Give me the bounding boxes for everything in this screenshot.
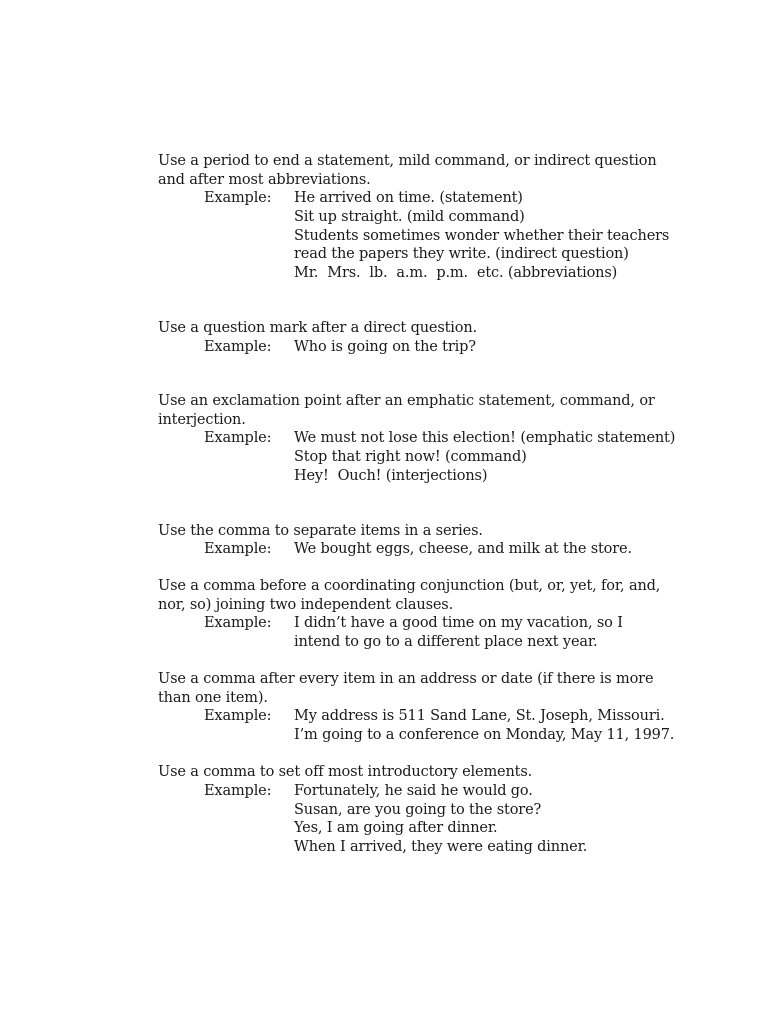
rule-text-line: Use a comma before a coordinating conjunction (but, or, yet, for, and,	[158, 578, 661, 594]
rule-text-line: Use a period to end a statement, mild command, or indirect question	[158, 153, 657, 169]
rule-text-line: than one item).	[158, 690, 268, 706]
example-line: I’m going to a conference on Monday, May 11, 1997.	[294, 727, 675, 743]
example-line: Stop that right now! (command)	[294, 449, 527, 465]
example-line: Mr. Mrs. lb. a.m. p.m. etc. (abbreviations)	[294, 265, 618, 281]
example-line: Who is going on the trip?	[294, 339, 476, 355]
example-line: He arrived on time. (statement)	[294, 190, 523, 206]
example-label: Example:	[204, 615, 272, 631]
example-line: Sit up straight. (mild command)	[294, 209, 525, 225]
example-line: Susan, are you going to the store?	[294, 802, 542, 818]
example-line: intend to go to a different place next year.	[294, 634, 598, 650]
example-line: Fortunately, he said he would go.	[294, 783, 533, 799]
example-line: I didn’t have a good time on my vacation, so I	[294, 615, 623, 631]
rule-text-line: nor, so) joining two independent clauses.	[158, 597, 454, 613]
rule-text-line: Use a comma to set off most introductory elements.	[158, 764, 533, 780]
example-line: My address is 511 Sand Lane, St. Joseph, Missouri.	[294, 708, 665, 724]
example-label: Example:	[204, 708, 272, 724]
rule-text-line: interjection.	[158, 412, 246, 428]
rule-text-line: and after most abbreviations.	[158, 172, 371, 188]
example-label: Example:	[204, 339, 272, 355]
example-line: Students sometimes wonder whether their teachers	[294, 228, 670, 244]
example-label: Example:	[204, 541, 272, 557]
example-line: Yes, I am going after dinner.	[294, 820, 498, 836]
example-line: We bought eggs, cheese, and milk at the store.	[294, 541, 632, 557]
example-label: Example:	[204, 430, 272, 446]
rule-text-line: Use a comma after every item in an address or date (if there is more	[158, 671, 654, 687]
example-label: Example:	[204, 190, 272, 206]
example-line: When I arrived, they were eating dinner.	[294, 839, 588, 855]
example-line: Hey! Ouch! (interjections)	[294, 468, 488, 484]
rule-text-line: Use an exclamation point after an emphatic statement, command, or	[158, 393, 655, 409]
example-label: Example:	[204, 783, 272, 799]
example-line: We must not lose this election! (emphatic statement)	[294, 430, 676, 446]
rule-text-line: Use the comma to separate items in a series.	[158, 523, 483, 539]
example-line: read the papers they write. (indirect question)	[294, 246, 629, 262]
rule-text-line: Use a question mark after a direct question.	[158, 320, 477, 336]
